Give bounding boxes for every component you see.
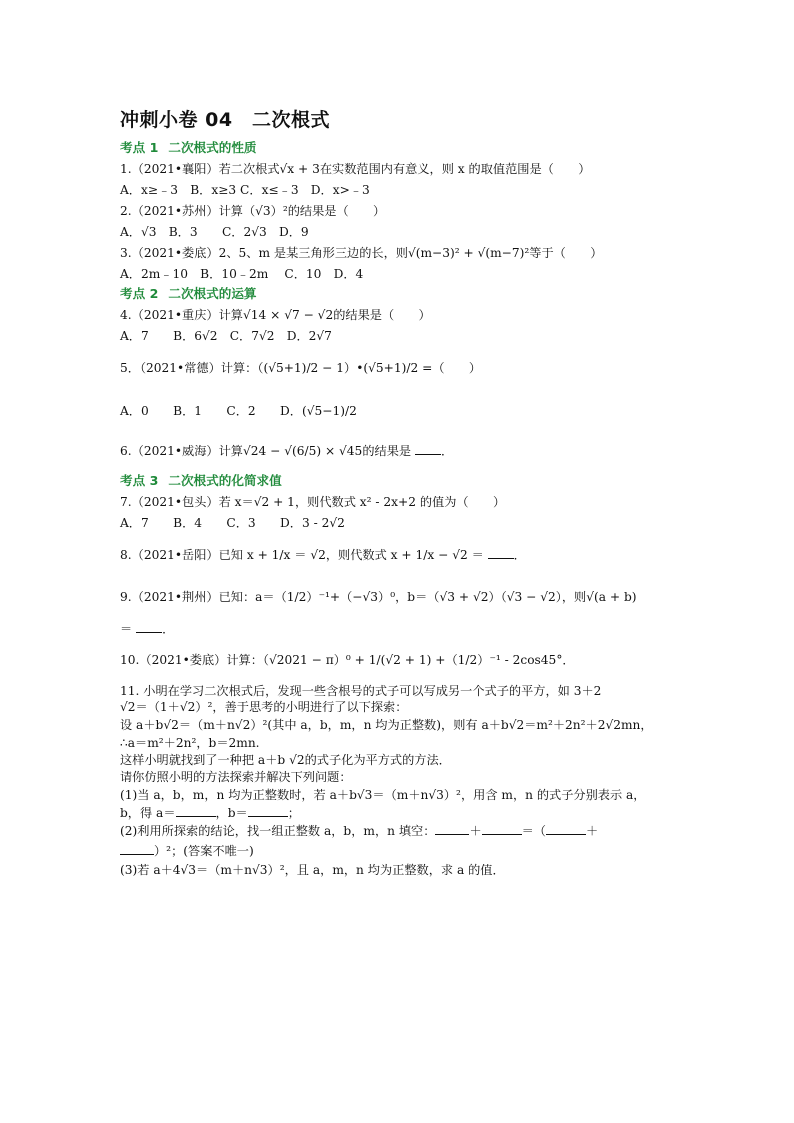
- question-7-options: A．7 B．4 C．3 D．3 - 2√2: [120, 516, 345, 530]
- section-name: 二次根式的化简求值: [168, 473, 282, 488]
- question-3-stem: 3.（2021•娄底）2、5、m 是某三角形三边的长，则√(m−3)² + √(m−7)²等于（ ）: [120, 246, 603, 260]
- plus-sign: ＋: [586, 824, 599, 838]
- section-label: 考点 2: [120, 286, 159, 301]
- answer-blank[interactable]: [546, 823, 586, 835]
- question-4-options: A．7 B．6√2 C．7√2 D．2√7: [120, 329, 332, 343]
- question-11-part3: (3)若 a＋4√3＝（m＋n√3）²，且 a，m，n 均为正整数，求 a 的值．: [120, 863, 505, 877]
- section-heading-1: [120, 140, 257, 156]
- question-2-options: A．√3 B．3 C．2√3 D．9: [120, 225, 309, 239]
- question-11-part2-cont: [120, 843, 254, 859]
- semicolon: ；: [287, 806, 300, 820]
- question-11-part1: (1)当 a，b，m，n 均为正整数时，若 a＋b√3＝（m＋n√3）²，用含 m，n 的式子分别表示 a，: [120, 788, 646, 802]
- question-1-options: A．x≥﹣3 B．x≥3 C．x≤﹣3 D．x>﹣3: [120, 183, 370, 197]
- question-11-part2: [120, 823, 598, 839]
- question-9-stem: 9.（2021•荆州）已知：a＝（1/2）⁻¹+（−√3）⁰，b＝（√3 + √2）（√3 − √2），则√(a + b): [120, 590, 637, 604]
- answer-blank-b[interactable]: [248, 805, 288, 817]
- answer-blank[interactable]: [435, 823, 469, 835]
- question-5-stem: 5．（2021•常德）计算：（(√5+1)/2 − 1）•(√5+1)/2 =（ ）: [120, 361, 482, 375]
- section-name: 二次根式的运算: [168, 286, 257, 301]
- question-11-line: 这样小明就找到了一种把 a＋b √2的式子化为平方式的方法．: [120, 753, 451, 767]
- part1-a-label: b，得 a＝: [120, 806, 176, 820]
- answer-blank-a[interactable]: [176, 805, 216, 817]
- question-5-options: A．0 B．1 C．2 D．(√5−1)/2: [120, 404, 357, 418]
- question-11-line: 设 a＋b√2＝（m＋n√2）²(其中 a，b，m，n 均为正整数)，则有 a＋b√2＝m²＋2n²＋2√2mn，: [120, 718, 653, 732]
- question-11-line: √2＝（1＋√2）²，善于思考的小明进行了以下探索：: [120, 700, 408, 714]
- question-11-part1-answers: [120, 805, 300, 821]
- question-6: 6.（2021•威海）计算√24 − √(6/5) × √45的结果是 ．: [120, 444, 454, 458]
- answer-blank[interactable]: [415, 443, 441, 455]
- question-8-stem: 8.（2021•岳阳）已知 x + 1/x ＝ √2，则代数式 x + 1/x − √2 ＝: [120, 548, 484, 562]
- question-11-line: 11. 小明在学习二次根式后，发现一些含根号的式子可以写成另一个式子的平方，如 3＋2: [120, 684, 602, 698]
- question-4-stem: 4.（2021•重庆）计算√14 × √7 − √2的结果是（ ）: [120, 308, 431, 322]
- answer-blank[interactable]: [120, 843, 154, 855]
- section-heading-3: [120, 473, 282, 489]
- plus-sign: ＋: [469, 824, 482, 838]
- equals-open: ＝（: [521, 824, 546, 838]
- question-8: 8.（2021•岳阳）已知 x + 1/x ＝ √2，则代数式 x + 1/x − √2 ＝ ．: [120, 548, 526, 562]
- question-9-eq: ＝: [120, 622, 133, 636]
- section-name: 二次根式的性质: [168, 140, 257, 155]
- question-11-line: 请你仿照小明的方法探索并解决下列问题：: [120, 770, 352, 784]
- question-10-stem: 10.（2021•娄底）计算：（√2021 − π）⁰ + 1/(√2 + 1) +（1/2）⁻¹ - 2cos45°．: [120, 653, 575, 667]
- section-label: 考点 1: [120, 140, 159, 155]
- question-2-stem: 2.（2021•苏州）计算（√3）²的结果是（ ）: [120, 204, 386, 218]
- question-7-stem: 7.（2021•包头）若 x＝√2 + 1，则代数式 x² - 2x+2 的值为（ ）: [120, 495, 506, 509]
- question-11-line: ∴a＝m²＋2n²，b＝2mn.: [120, 736, 260, 750]
- part2-tail: ）²；(答案不唯一): [154, 844, 254, 858]
- answer-blank[interactable]: [136, 621, 162, 633]
- page-title: 冲刺小卷 04 二次根式: [120, 109, 331, 131]
- section-heading-2: [120, 286, 257, 302]
- answer-blank[interactable]: [482, 823, 522, 835]
- answer-blank[interactable]: [488, 547, 514, 559]
- question-3-options: A．2m﹣10 B．10﹣2m C．10 D．4: [120, 267, 364, 281]
- section-label: 考点 3: [120, 473, 159, 488]
- part2-text: (2)利用所探索的结论，找一组正整数 a，b，m，n 填空：: [120, 824, 436, 838]
- question-1-stem: 1.（2021•襄阳）若二次根式√x + 3在实数范围内有意义，则 x 的取值范围是（ ）: [120, 162, 591, 176]
- part1-b-label: ，b＝: [215, 806, 248, 820]
- question-9-line2: ＝ ．: [120, 622, 175, 636]
- question-6-stem: 6.（2021•威海）计算√24 − √(6/5) × √45的结果是: [120, 444, 412, 458]
